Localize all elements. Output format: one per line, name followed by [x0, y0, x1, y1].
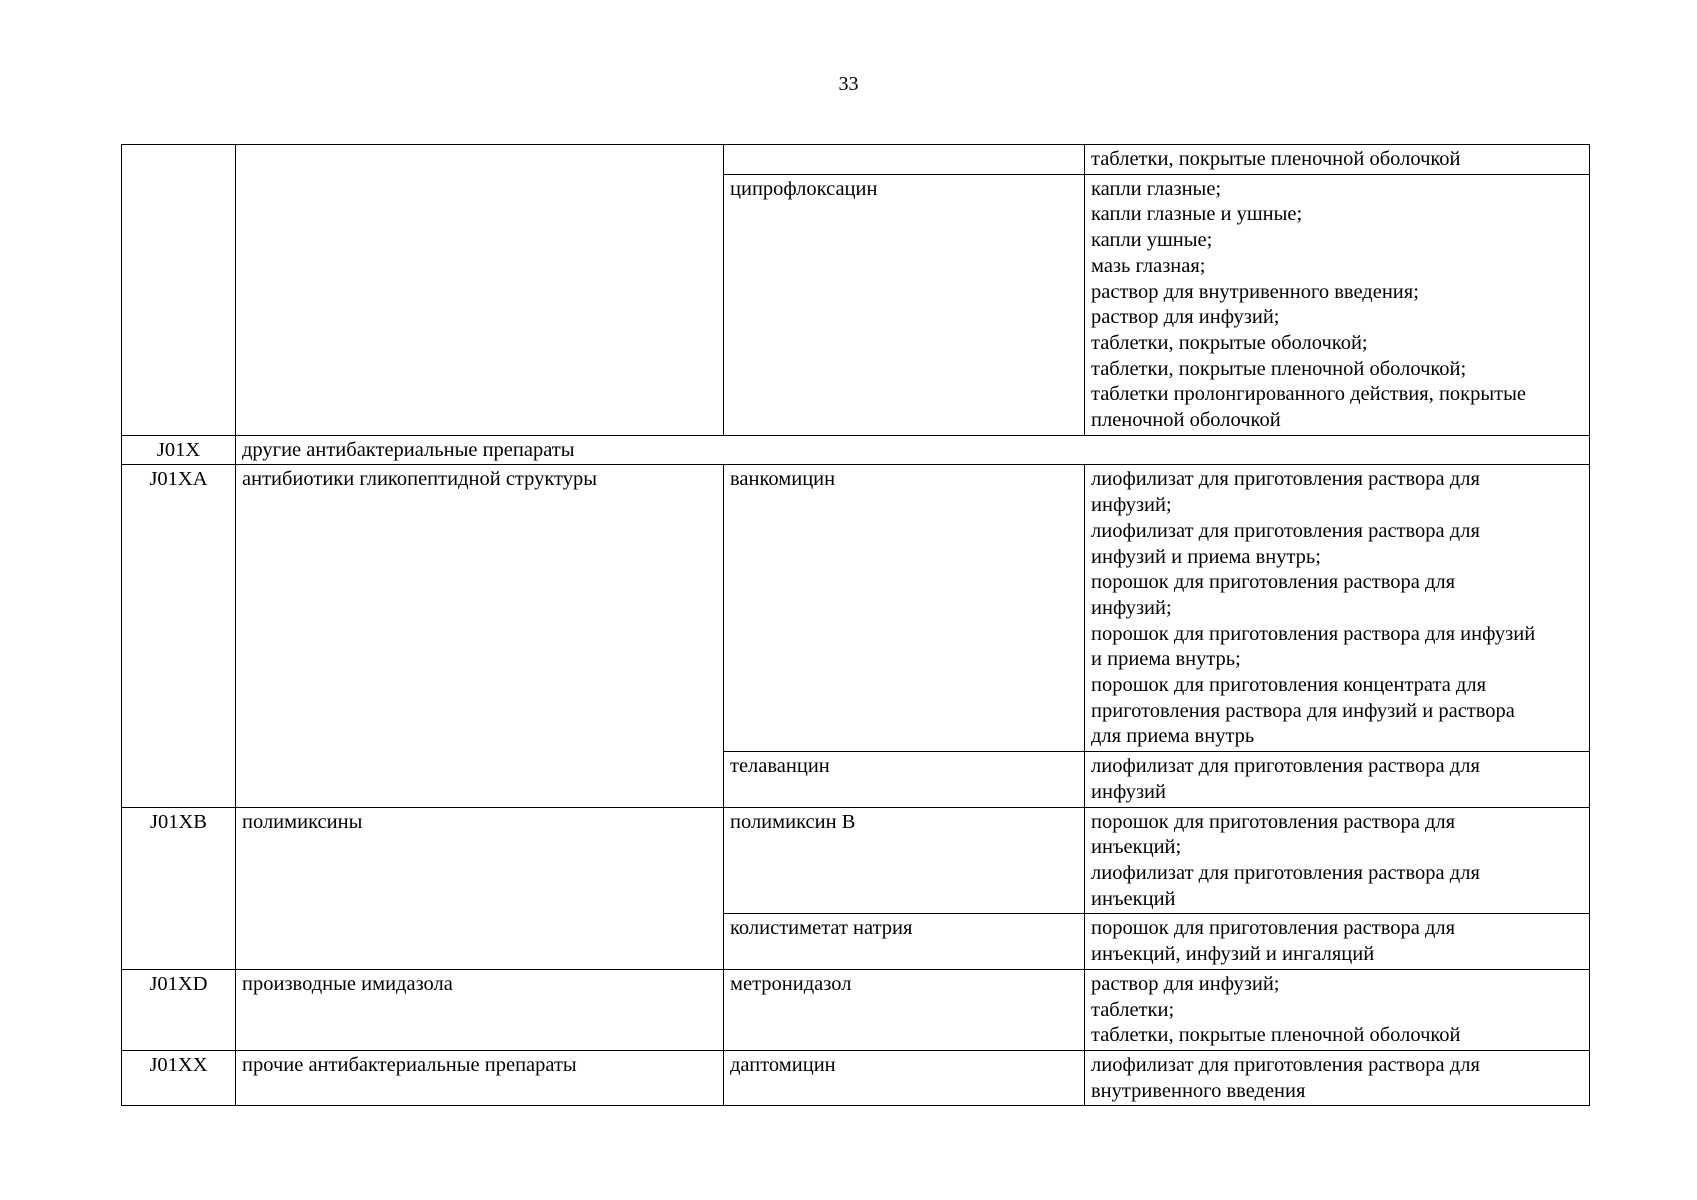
dosage-form-line: инъекций	[1091, 887, 1176, 910]
dosage-forms-cell	[1085, 174, 1590, 435]
dosage-form-line: порошок для приготовления раствора для	[1091, 917, 1456, 940]
group-name-cell: другие антибактериальные препараты	[236, 435, 1590, 465]
dosage-form-line: раствор для внутривенного введения;	[1091, 280, 1419, 303]
dosage-form-line: инфузий;	[1091, 494, 1172, 517]
dosage-form-line: таблетки;	[1091, 998, 1175, 1021]
table-row	[122, 1050, 1590, 1105]
atc-code-cell: J01XB	[122, 807, 236, 969]
table-row	[122, 465, 1590, 752]
table-row	[122, 145, 1590, 175]
drug-name-cell: полимиксин B	[724, 807, 1085, 914]
dosage-form-line: капли глазные и ушные;	[1091, 203, 1303, 226]
drug-name-cell	[724, 145, 1085, 175]
dosage-form-line: порошок для приготовления концентрата для	[1091, 674, 1487, 697]
group-name-cell: прочие антибактериальные препараты	[236, 1050, 724, 1105]
group-name-cell: производные имидазола	[236, 969, 724, 1050]
dosage-forms-cell	[1085, 465, 1590, 752]
dosage-form-line: порошок для приготовления раствора для	[1091, 810, 1456, 833]
dosage-form-line: порошок для приготовления раствора для	[1091, 571, 1456, 594]
dosage-form-line: инфузий;	[1091, 596, 1172, 619]
dosage-form-line: лиофилизат для приготовления раствора для	[1091, 755, 1480, 778]
dosage-form-line: приготовления раствора для инфузий и раствора	[1091, 699, 1515, 722]
group-name-cell	[236, 145, 724, 436]
dosage-form-line: для приема внутрь	[1091, 725, 1255, 748]
atc-code-cell: J01XA	[122, 465, 236, 807]
dosage-form-line: раствор для инфузий;	[1091, 306, 1280, 329]
drug-name-cell: ванкомицин	[724, 465, 1085, 752]
table-row	[122, 969, 1590, 1050]
dosage-form-line: лиофилизат для приготовления раствора для	[1091, 1053, 1480, 1076]
atc-code-cell: J01XD	[122, 969, 236, 1050]
drug-name-cell: колистиметат натрия	[724, 914, 1085, 969]
dosage-form-line: инъекций;	[1091, 836, 1182, 859]
dosage-form-line: таблетки, покрытые оболочкой;	[1091, 331, 1368, 354]
dosage-form-line: капли глазные;	[1091, 177, 1222, 200]
dosage-form-line: внутривенного введения	[1091, 1079, 1306, 1102]
dosage-forms-cell	[1085, 145, 1590, 175]
dosage-form-line: мазь глазная;	[1091, 254, 1206, 277]
group-name-cell: полимиксины	[236, 807, 724, 969]
dosage-forms-cell	[1085, 1050, 1590, 1105]
dosage-form-line: инфузий	[1091, 780, 1167, 803]
drug-name-cell: ципрофлоксацин	[724, 174, 1085, 435]
dosage-form-line: капли ушные;	[1091, 229, 1213, 252]
dosage-form-line: пленочной оболочкой	[1091, 409, 1281, 432]
table-row	[122, 435, 1590, 465]
dosage-form-line: таблетки, покрытые пленочной оболочкой	[1091, 148, 1461, 170]
dosage-form-line: таблетки пролонгированного действия, покрытые	[1091, 383, 1526, 406]
dosage-form-line: инфузий и приема внутрь;	[1091, 545, 1321, 568]
table-row	[122, 807, 1590, 914]
dosage-forms-cell	[1085, 969, 1590, 1050]
group-name-cell: антибиотики гликопептидной структуры	[236, 465, 724, 807]
dosage-form-line: и приема внутрь;	[1091, 648, 1241, 671]
drug-name-cell: даптомицин	[724, 1050, 1085, 1105]
dosage-form-line: раствор для инфузий;	[1091, 972, 1280, 995]
dosage-forms-cell	[1085, 752, 1590, 807]
drug-name-cell: метронидазол	[724, 969, 1085, 1050]
dosage-form-line: лиофилизат для приготовления раствора для	[1091, 519, 1480, 542]
dosage-forms-cell	[1085, 807, 1590, 914]
dosage-form-line: лиофилизат для приготовления раствора для	[1091, 861, 1480, 884]
page-number: 33	[838, 73, 859, 95]
atc-code-cell: J01X	[122, 435, 236, 465]
dosage-form-line: таблетки, покрытые пленочной оболочкой	[1091, 1024, 1461, 1047]
dosage-form-line: лиофилизат для приготовления раствора для	[1091, 468, 1480, 491]
atc-code-cell: J01XX	[122, 1050, 236, 1105]
dosage-form-line: инъекций, инфузий и ингаляций	[1091, 943, 1375, 966]
drug-table	[121, 144, 1590, 1106]
dosage-form-line: порошок для приготовления раствора для инфузий	[1091, 622, 1536, 645]
atc-code-cell	[122, 145, 236, 436]
dosage-forms-cell	[1085, 914, 1590, 969]
drug-name-cell: телаванцин	[724, 752, 1085, 807]
dosage-form-line: таблетки, покрытые пленочной оболочкой;	[1091, 357, 1467, 380]
